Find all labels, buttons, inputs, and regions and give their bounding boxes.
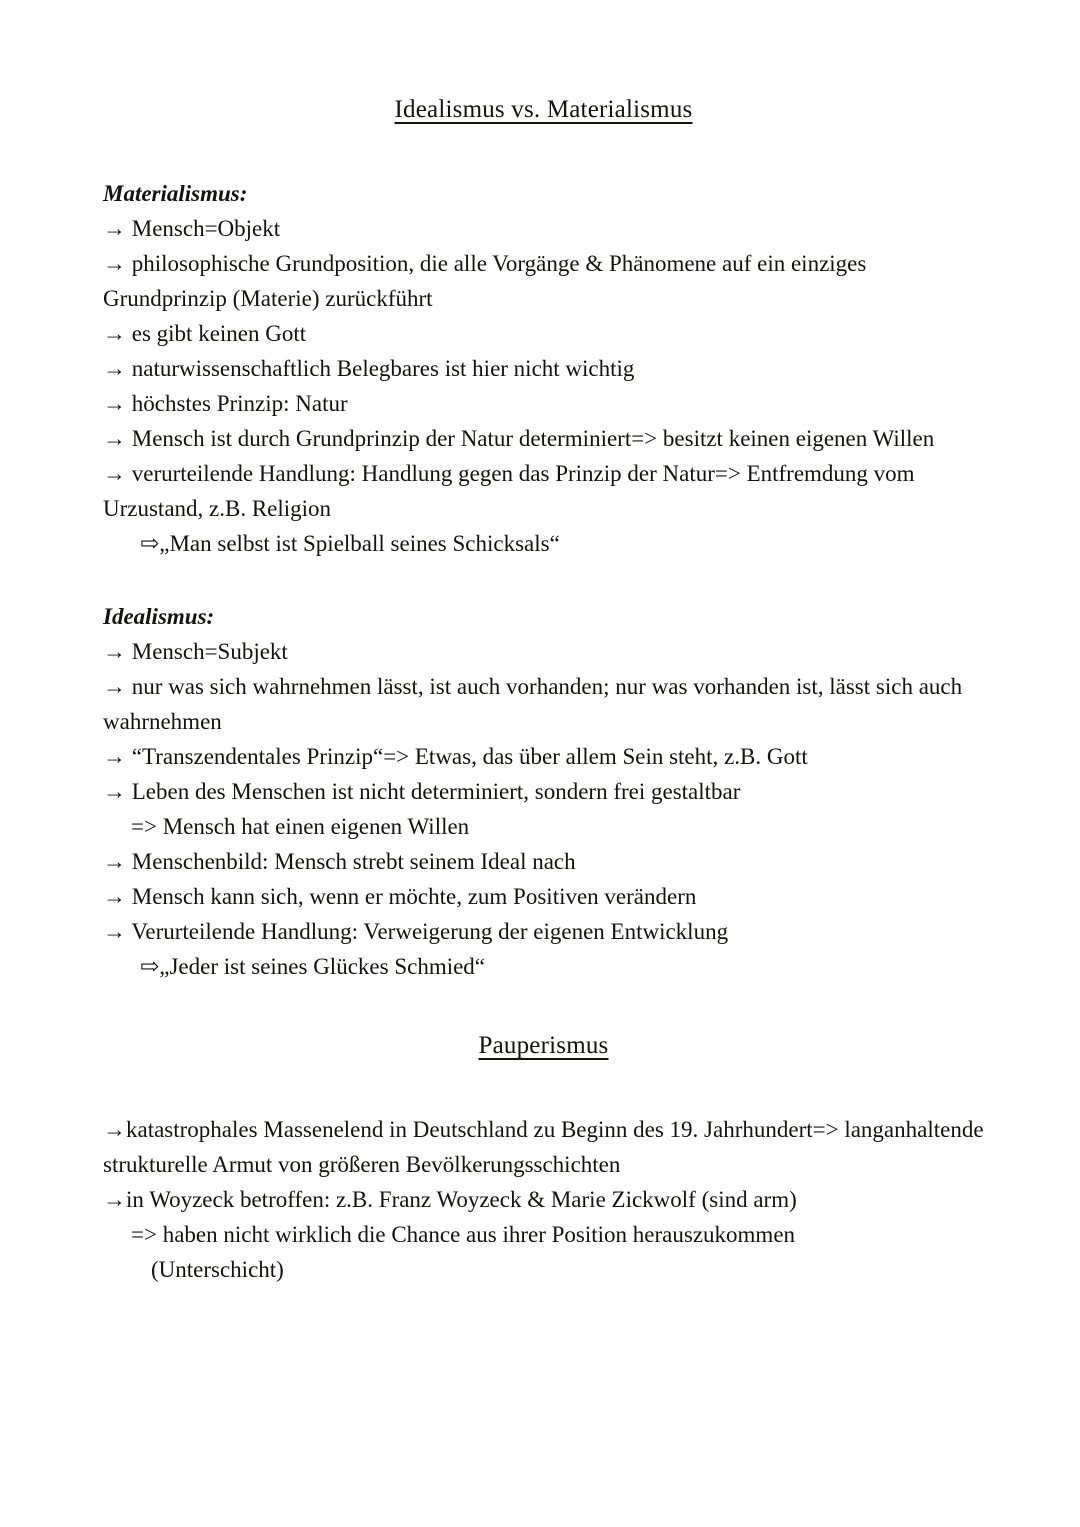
- bullet-line: → nur was sich wahrnehmen lässt, ist auch vorhanden; nur was vorhanden ist, lässt sich auch wahrnehmen: [103, 674, 963, 734]
- sub-line: (Unterschicht): [151, 1257, 284, 1282]
- quote-line: ⇨„Jeder ist seines Glückes Schmied“: [140, 954, 486, 979]
- bullet-line: → es gibt keinen Gott: [103, 321, 307, 346]
- section-pauperismus: [103, 1112, 984, 1287]
- bullet-line: → Mensch ist durch Grundprinzip der Natur determiniert=> besitzt keinen eigenen Willen: [103, 426, 935, 451]
- bullet-line: → Mensch=Subjekt: [103, 639, 288, 664]
- section-materialismus: [103, 176, 984, 561]
- bullet-line: → philosophische Grundposition, die alle Vorgänge & Phänomene auf ein einziges Grundprinzip (Materie) zurückführt: [103, 251, 867, 311]
- bullet-line: → “Transzendentales Prinzip“=> Etwas, das über allem Sein steht, z.B. Gott: [103, 744, 808, 769]
- bullet-line: →in Woyzeck betroffen: z.B. Franz Woyzeck & Marie Zickwolf (sind arm): [103, 1187, 797, 1212]
- bullet-line: → Menschenbild: Mensch strebt seinem Ideal nach: [103, 849, 576, 874]
- page-title-pauperismus: Pauperismus: [478, 1032, 609, 1059]
- bullet-line: → höchstes Prinzip: Natur: [103, 391, 348, 416]
- bullet-line: → naturwissenschaftlich Belegbares ist hier nicht wichtig: [103, 356, 635, 381]
- bullet-line: →katastrophales Massenelend in Deutschland zu Beginn des 19. Jahrhundert=> langanhaltende strukturelle Armut von größeren Bevölkerungsschichten: [103, 1117, 984, 1177]
- bullet-line: → Mensch kann sich, wenn er möchte, zum Positiven verändern: [103, 884, 697, 909]
- bullet-line: → Mensch=Objekt: [103, 216, 281, 241]
- heading-idealismus: Idealismus:: [103, 604, 215, 629]
- section-idealismus: [103, 599, 984, 984]
- sub-line: => haben nicht wirklich die Chance aus ihrer Position herauszukommen: [131, 1222, 796, 1247]
- heading-materialismus: Materialismus:: [103, 181, 248, 206]
- bullet-line: → Verurteilende Handlung: Verweigerung der eigenen Entwicklung: [103, 919, 729, 944]
- bullet-line: → verurteilende Handlung: Handlung gegen das Prinzip der Natur=> Entfremdung vom Urzustand, z.B. Religion: [103, 461, 915, 521]
- bullet-line: → Leben des Menschen ist nicht determiniert, sondern frei gestaltbar: [103, 779, 741, 804]
- page-title: Idealismus vs. Materialismus: [394, 96, 693, 123]
- quote-line: ⇨„Man selbst ist Spielball seines Schicksals“: [140, 531, 560, 556]
- sub-line: => Mensch hat einen eigenen Willen: [131, 814, 470, 839]
